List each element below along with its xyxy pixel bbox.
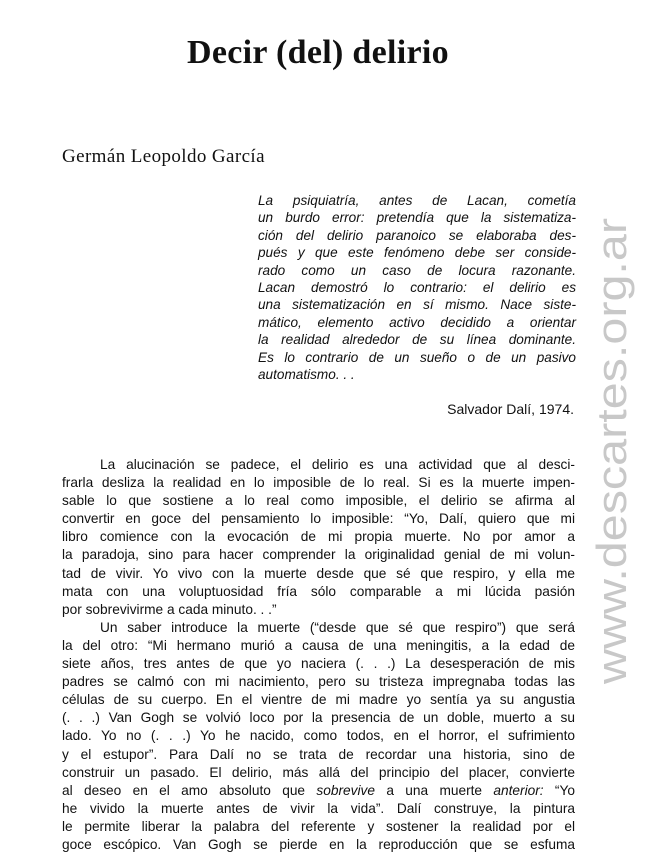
body-line: La alucinación se padece, el delirio es una actividad que al desci- (100, 457, 575, 472)
body-line: construir un pasado. El delirio, más allá del principio del placer, convierte (62, 764, 575, 780)
emphasis-sobrevive: sobrevive (316, 782, 375, 798)
body-line: sable lo que sostiene a lo real como imposible, el delirio se afirma al (62, 493, 575, 509)
body-line: (. . .) Van Gogh se volvió loco por la presencia de un doble, muerto a su (62, 710, 575, 726)
epigraph-line: Lacan demostró lo contrario: el delirio es (258, 280, 576, 296)
body-line: convertir en goce del pensamiento lo imposible: “Yo, Dalí, quiero que mi (62, 511, 575, 527)
body-line: por sobrevivirme a cada minuto. . .” (62, 601, 277, 617)
body-text-span: “Yo (543, 782, 575, 798)
watermark-svg (586, 210, 642, 690)
epigraph-attribution: Salvador Dalí, 1974. (447, 401, 574, 417)
body-line: goce escópico. Van Gogh se pierde en la reproducción que se esfuma (62, 836, 575, 852)
body-line: Un saber introduce la muerte (“desde que sé que respiro”) que será (100, 619, 575, 635)
body-line: siete años, tres antes de que yo naciera (. . .) La desesperación de mis (62, 656, 575, 672)
epigraph-line: Es lo contrario de un sueño o de un pasivo (258, 349, 576, 365)
site-watermark (586, 210, 642, 690)
epigraph-line: ción del delirio paranoico se elaboraba des- (258, 227, 576, 243)
body-line: y el estupor”. Para Dalí no se trata de recordar una historia, sino de (62, 746, 575, 762)
epigraph (258, 192, 576, 383)
epigraph-line: un burdo error: pretendía que la sistematiza- (258, 210, 576, 226)
body-text-span: al deseo en el amo absoluto que (62, 782, 317, 798)
author-name: Germán Leopoldo García (62, 146, 265, 167)
epigraph-line: automatismo. . . (258, 367, 355, 383)
epigraph-line: pués y que este fenómeno debe ser conside- (258, 245, 576, 261)
body-line-mixed (62, 782, 575, 800)
body-line: células de su cuerpo. En el vientre de mi madre yo sentía ya su angustia (62, 692, 575, 708)
body-text (62, 456, 575, 854)
body-line: padres se calmó con mi nacimiento, pero su tristeza impregnaba todas las (62, 674, 575, 690)
body-line: mata con una voluptuosidad fría sólo comparable a mi lúcida pasión (62, 583, 575, 599)
body-line: he vivido la muerte antes de vivir la vida”. Dalí construye, la pintura (62, 800, 575, 816)
epigraph-line: rado como un caso de locura razonante. (258, 262, 576, 278)
body-line: la del otro: “Mi hermano murió a causa de una meningitis, a la edad de (62, 637, 575, 653)
epigraph-line: la realidad alrededor de su línea dominante. (258, 332, 576, 348)
body-line: frarla desliza la realidad en lo imposible de lo real. Si es la muerte impen- (62, 475, 575, 491)
body-line: tad de vivir. Yo vivo con la muerte desde que sé que respiro, y ella me (62, 565, 575, 581)
body-line: le permite liberar la palabra del referente y sostener la realidad por el (62, 818, 575, 834)
article-title: Decir (del) delirio (187, 34, 449, 71)
epigraph-line: mático, elemento activo decidido a orientar (258, 314, 576, 330)
body-line: lado. Yo no (. . .) Yo he nacido, como todos, en el horror, el sufrimiento (62, 728, 575, 744)
epigraph-line: La psiquiatría, antes de Lacan, cometía (258, 193, 576, 208)
emphasis-anterior: anterior: (493, 782, 544, 798)
epigraph-line: una sistematización en sí mismo. Nace siste- (258, 297, 576, 313)
body-line: la paradoja, sino para hacer comprender la originalidad genial de mi volun- (62, 547, 575, 563)
body-text-span: a una muerte (374, 782, 494, 798)
watermark-text: www.descartes.org.ar (588, 280, 635, 684)
body-line: libro comience con la evocación de mi propia muerte. No por amor a (62, 529, 575, 545)
